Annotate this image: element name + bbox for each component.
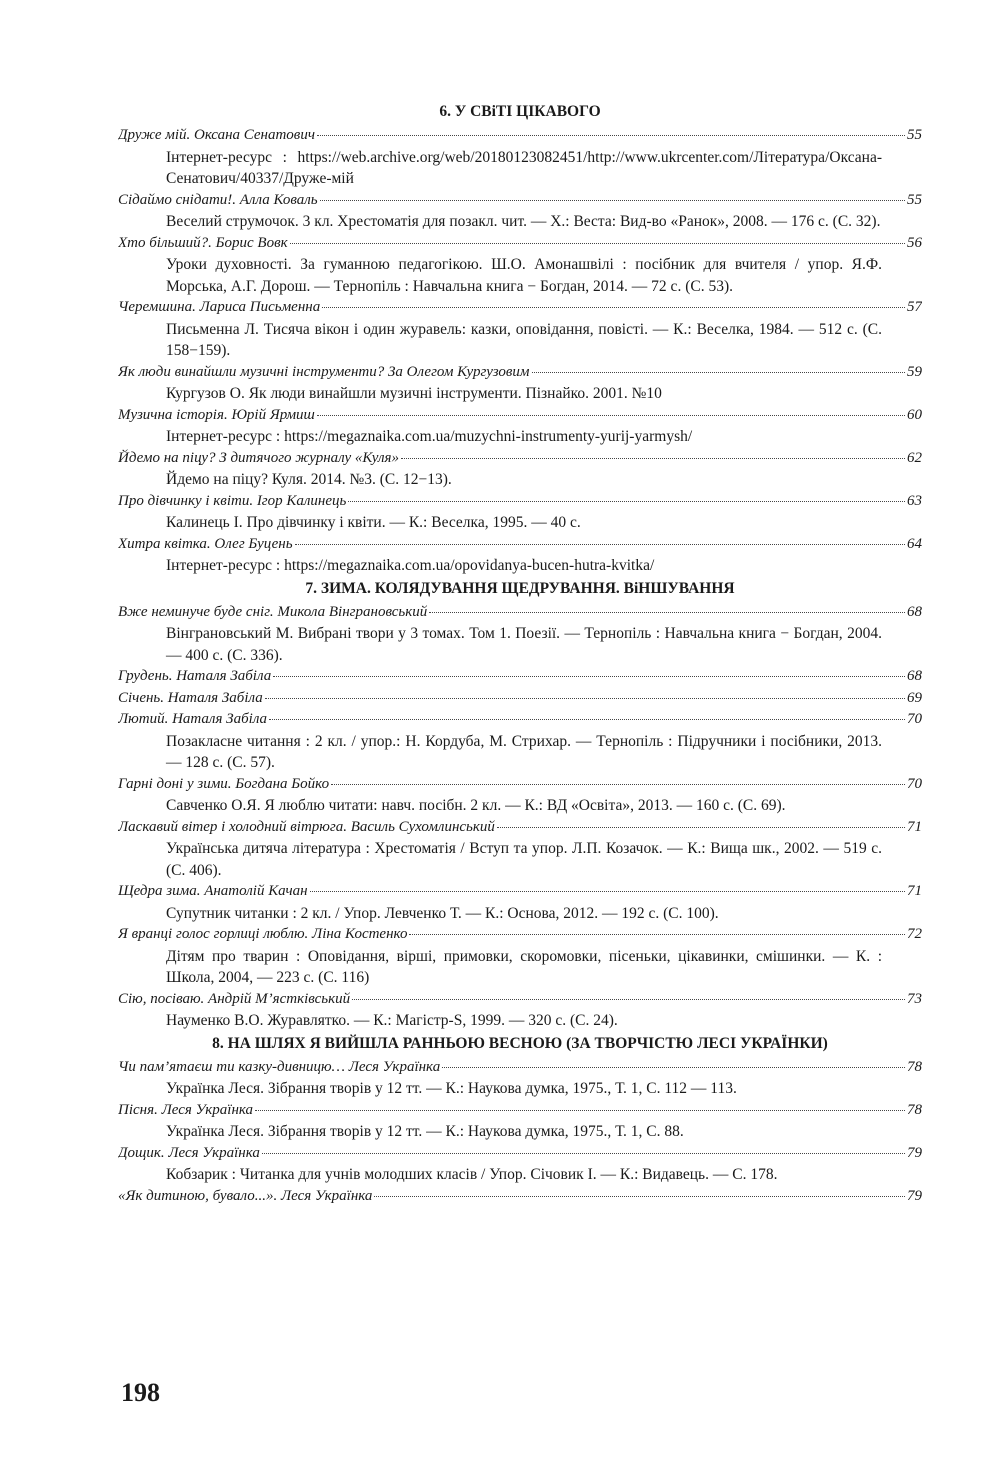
entry-page-number: 60 [907,406,922,423]
entry-source: Уроки духовності. За гуманною педагогікою. Ш.О. Амонашвілі : посібник для вчителя / упор. Я.Ф. Морська, А.Г. Дорош. — Тернопіль : Навчальна книга − Богдан, 2014. — 72 с. (С. 53). [166,256,882,295]
section-title: 7. ЗИМА. КОЛЯДУВАННЯ ЩЕДРУВАННЯ. ВіНШУВАННЯ [305,579,735,597]
toc-section [118,579,922,1032]
entry-page-number: 72 [907,926,922,942]
dot-leader [269,718,905,720]
toc-entry [118,817,922,882]
entry-page-number: 78 [907,1058,922,1075]
toc-entry [118,1186,922,1208]
entry-title: Хто більший?. Борис Вовк [118,234,288,251]
toc-line[interactable] [118,448,922,470]
dot-leader [401,457,905,459]
toc-entry [118,688,922,710]
entry-title: Музична історія. Юрій Ярмиш [118,406,315,423]
toc-line[interactable] [118,1143,922,1165]
entry-page-number: 69 [907,689,922,706]
entry-source: Дітям про тварин : Оповідання, вірші, примовки, скоромовки, пісеньки, цікавинки, смішинки. — К. : Школа, 2004, — 223 с. (С. 116) [166,947,882,986]
toc-line[interactable] [118,405,922,427]
toc-line[interactable] [118,688,922,710]
entry-page-number: 79 [907,1144,922,1161]
dot-leader [532,371,906,373]
entry-title: Грудень. Наталя Забіла [118,668,272,684]
page-number: 198 [121,1378,160,1407]
dot-leader [322,306,905,308]
entry-source: Кургузов О. Як люди винайшли музичні інструменти. Пізнайко. 2001. №10 [166,385,662,402]
entry-title: Про дівчинку і квіти. Ігор Калинець [118,492,347,509]
entry-page-number: 73 [907,990,922,1007]
dot-leader [310,890,905,892]
section-title: 6. У СВіТІ ЦІКАВОГО [439,103,601,120]
toc-line[interactable] [118,491,922,513]
entry-page-number: 79 [907,1187,922,1204]
dot-leader [273,675,905,677]
dot-leader [317,134,905,136]
entry-source: Савченко О.Я. Я люблю читати: навч. посібн. 2 кл. — К.: ВД «Освіта», 2013. — 160 с. (С. 69). [166,797,786,814]
toc-line[interactable] [118,233,922,255]
dot-leader [497,826,905,828]
entry-source: Українська дитяча література : Хрестоматія / Вступ та упор. Л.П. Козачок. — К.: Вища шк., 2002. — 519 с. (С. 406). [166,840,882,879]
entry-title: Ласкавий вітер і холодний вітрюга. Василь Сухомлинський [118,818,495,835]
dot-leader [262,1152,905,1154]
entry-title: Як люди винайшли музичні інструменти? За Олегом Кургузовим [118,363,530,380]
entry-source: Веселий струмочок. 3 кл. Хрестоматія для позакл. чит. — Х.: Веста: Вид-во «Ранок», 2008. — 176 с. (С. 32). [166,213,881,230]
entry-title: Чи пам’ятаєш ти казку-дивницю… Леся Українка [118,1058,441,1075]
entry-title: Вже неминуче буде сніг. Микола Вінграновський [118,603,428,620]
dot-leader [290,242,905,244]
entry-source: Кобзарик : Читанка для учнів молодших класів / Упор. Січовик І. — К.: Видавець. — С. 178. [166,1166,778,1183]
dot-leader [442,1066,905,1068]
entry-source: Українка Леся. Зібрання творів у 12 тт. — К.: Наукова думка, 1975., Т. 1, С. 88. [166,1123,684,1140]
toc-entry [118,709,922,774]
entry-page-number: 55 [907,191,922,208]
toc-line[interactable] [118,602,922,624]
toc-line[interactable] [118,1186,922,1208]
toc-line[interactable] [118,817,922,839]
toc-entry [118,774,922,817]
toc-entry [118,405,922,448]
toc-line[interactable] [118,362,922,384]
entry-page-number: 68 [907,668,922,684]
entry-source: Письменна Л. Тисяча вікон і один журавель: казки, оповідання, повісті. — К.: Веселка, 1984. — 512 с. (С. 158−159). [166,320,882,359]
entry-title: Дощик. Леся Українка [118,1144,260,1161]
entry-title: Хитра квітка. Олег Буцень [118,535,293,552]
entry-title: Щедра зима. Анатолій Качан [118,883,308,899]
entry-page-number: 71 [907,818,922,835]
entry-title: Гарні доні у зими. Богдана Бойко [118,775,330,792]
entry-title: Пісня. Леся Українка [118,1101,254,1118]
entry-source: Йдемо на піцу? Куля. 2014. №3. (С. 12−13). [166,471,452,488]
entry-page-number: 78 [907,1101,922,1118]
toc-entry [118,1143,922,1186]
entry-source: Науменко В.О. Журавлятко. — К.: Магістр-S, 1999. — 320 с. (С. 24). [166,1012,618,1029]
toc-section [118,102,922,577]
section-title: 8. НА ШЛЯХ Я ВИЙШЛА РАННЬОЮ ВЕСНОЮ (ЗА ТВОРЧІСТЮ ЛЕСІ УКРАЇНКИ) [212,1034,828,1052]
entry-page-number: 70 [907,775,922,792]
dot-leader [352,998,905,1000]
dot-leader [317,414,905,416]
toc-entry [118,125,922,190]
entry-title: Друже мій. Оксана Сенатович [118,127,315,143]
entry-source: Інтернет-ресурс : https://megaznaika.com.ua/opovidanya-bucen-hutra-kvitka/ [166,557,655,574]
dot-leader [409,933,905,935]
entry-source: Калинець І. Про дівчинку і квіти. — К.: Веселка, 1995. — 40 с. [166,514,581,531]
toc-line[interactable] [118,989,922,1011]
toc-entry [118,602,922,667]
toc-entry [118,362,922,405]
toc-line[interactable] [118,1100,922,1122]
entry-title: Йдемо на піцу? З дитячого журналу «Куля» [118,449,399,466]
toc-entry [118,448,922,491]
entry-page-number: 59 [907,363,922,380]
toc-entry [118,233,922,298]
toc-entry [118,190,922,233]
entry-page-number: 57 [907,299,922,315]
entry-source: Супутник читанки : 2 кл. / Упор. Левченко Т. — К.: Основа, 2012. — 192 с. (С. 100). [166,904,719,922]
entry-page-number: 63 [907,492,922,509]
entry-page-number: 64 [907,535,922,552]
entry-title: Сідаймо снідати!. Алла Коваль [118,191,318,208]
entry-source: Позакласне читання : 2 кл. / упор.: Н. Кордуба, М. Стрихар. — Тернопіль : Підручники і посібники, 2013. — 128 с. (С. 57). [166,732,882,771]
toc-section [118,1034,922,1208]
toc-line[interactable] [118,774,922,796]
toc-line[interactable] [118,709,922,731]
entry-source: Інтернет-ресурс : https://megaznaika.com.ua/muzychni-instrumenty-yurij-yarmysh/ [166,428,693,445]
dot-leader [265,697,905,699]
toc-entry [118,881,922,924]
toc-line[interactable] [118,1057,922,1079]
toc-entry [118,666,922,688]
dot-leader [331,783,905,785]
toc-line[interactable] [118,924,922,946]
entry-source: Інтернет-ресурс : https://web.archive.org/web/20180123082451/http://www.ukrcenter.com/Література/Оксана-Сенатович/40337/Друже-мій [166,148,882,187]
entry-source: Українка Леся. Зібрання творів у 12 тт. — К.: Наукова думка, 1975., Т. 1, С. 112 — 113. [166,1080,737,1097]
toc-entry [118,989,922,1032]
dot-leader [348,500,905,502]
toc-entry [118,1057,922,1100]
toc-line[interactable] [118,190,922,212]
toc-line[interactable] [118,125,922,147]
entry-page-number: 71 [907,883,922,899]
entry-title: Черемшина. Лариса Письменна [118,299,321,315]
entry-title: Лютий. Наталя Забіла [118,711,268,727]
entry-title: Я вранці голос горлиці люблю. Ліна Костенко [118,926,408,942]
entry-page-number: 68 [907,603,922,620]
dot-leader [320,199,905,201]
dot-leader [429,611,905,613]
table-of-contents [118,100,922,1207]
entry-title: Січень. Наталя Забіла [118,689,263,706]
toc-entry [118,1100,922,1143]
entry-page-number: 62 [907,449,922,466]
entry-title: Сію, посіваю. Андрій М’ястківський [118,990,351,1007]
toc-line[interactable] [118,881,922,903]
entry-page-number: 56 [907,234,922,251]
entry-title: «Як дитиною, бувало...». Леся Українка [118,1187,373,1204]
dot-leader [295,543,905,545]
toc-line[interactable] [118,666,922,688]
toc-entry [118,534,922,577]
toc-line[interactable] [118,297,922,319]
toc-line[interactable] [118,534,922,556]
entry-source: Вінграновський М. Вибрані твори у 3 томах. Том 1. Поезії. — Тернопіль : Навчальна книга − Богдан, 2004. — 400 с. (С. 336). [166,625,882,664]
toc-entry [118,297,922,362]
dot-leader [374,1195,905,1197]
toc-entry [118,924,922,989]
entry-page-number: 70 [907,711,922,727]
toc-entry [118,491,922,534]
entry-page-number: 55 [907,127,922,143]
dot-leader [255,1109,905,1111]
